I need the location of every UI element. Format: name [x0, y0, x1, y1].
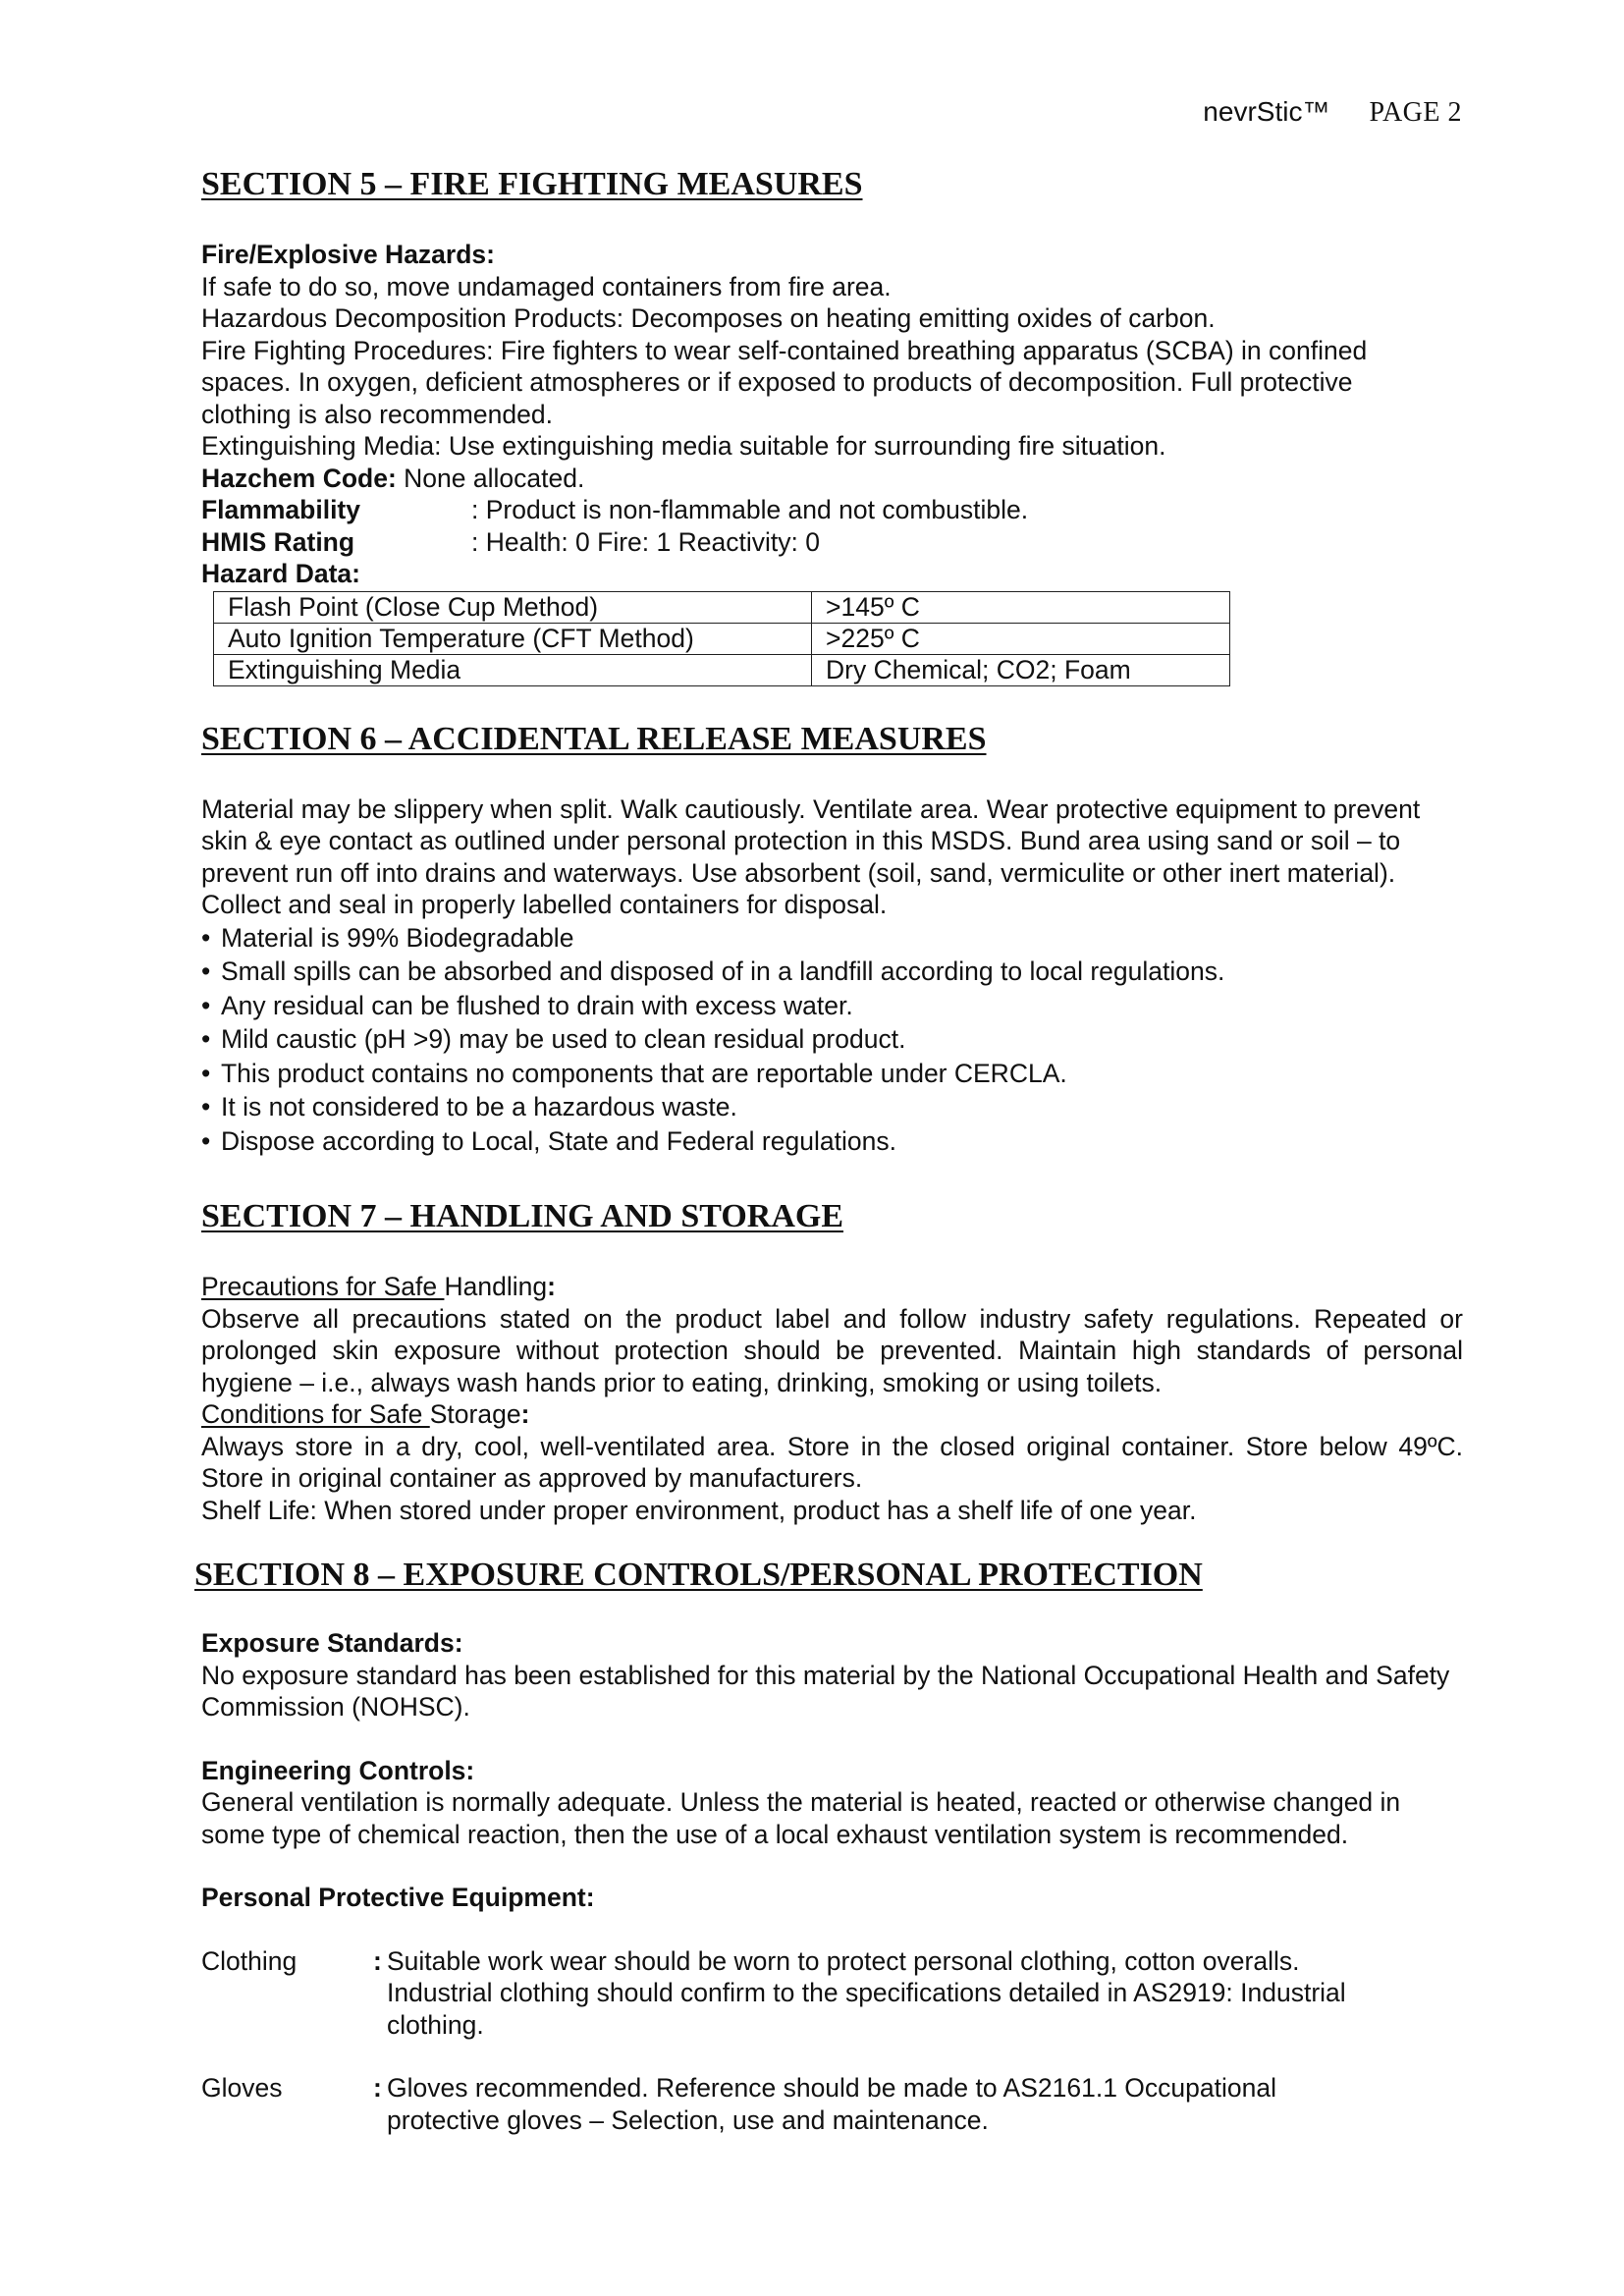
bullet-icon: •	[201, 922, 211, 953]
product-name: nevrStic™	[1203, 96, 1330, 127]
table-cell: Flash Point (Close Cup Method)	[214, 591, 812, 623]
table-row	[214, 591, 1230, 623]
page-number: PAGE 2	[1369, 97, 1462, 128]
clothing-text: Suitable work wear should be worn to protect personal clothing, cotton overalls. Industrial clothing should confirm to the specifications detailed in AS2919: Industrial clothing.	[387, 1945, 1346, 2040]
ppe-clothing-row	[201, 1945, 1463, 2042]
exposure-standards-text: No exposure standard has been established for this material by the National Occupational Health and Safety Commission (NOHSC).	[201, 1660, 1450, 1722]
hazchem-line	[201, 463, 1463, 495]
handling-colon: :	[547, 1272, 556, 1301]
flammability-label: Flammability	[201, 495, 360, 524]
flammability-row	[201, 494, 1463, 526]
list-item-text: Small spills can be absorbed and disposed of in a landfill according to local regulations.	[221, 957, 1225, 986]
list-item	[201, 1057, 1463, 1091]
list-item-text: Any residual can be flushed to drain with excess water.	[221, 990, 853, 1020]
bullet-icon: •	[201, 990, 211, 1020]
table-row	[214, 623, 1230, 654]
handling-text: Observe all precautions stated on the product label and follow industry safety regulations. Repeated or prolonged skin exposure without protection should be prevented. Maintain high standards of personal hygiene – i.e., always wash hands prior to eating, drinking, smoking or using toilets.	[201, 1303, 1463, 1397]
hazard-data-label: Hazard Data:	[201, 559, 360, 588]
table-cell: Dry Chemical; CO2; Foam	[812, 654, 1230, 685]
engineering-controls-text: General ventilation is normally adequate. Unless the material is heated, reacted or otherwise changed in some type of chemical reaction, then the use of a local exhaust ventilation system is recommended.	[201, 1787, 1401, 1849]
storage-heading-underlined: Conditions for Safe	[201, 1399, 430, 1429]
list-item-text: Material is 99% Biodegradable	[221, 922, 574, 953]
hazard-data-table	[213, 591, 1230, 686]
section-5-title: SECTION 5 – FIRE FIGHTING MEASURES	[201, 166, 863, 202]
bullet-icon: •	[201, 1024, 211, 1054]
s5-line-3: Fire Fighting Procedures: Fire fighters to wear self-contained breathing apparatus (SCBA) in confined spaces. In oxygen, deficient atmospheres or if exposed to products of decomposition. Full protective clothing is also recommended.	[201, 335, 1368, 429]
section-8-title: SECTION 8 – EXPOSURE CONTROLS/PERSONAL PROTECTION	[194, 1557, 1203, 1593]
bullet-icon: •	[201, 1092, 211, 1121]
list-item	[201, 1090, 1463, 1124]
list-item	[201, 921, 1463, 956]
storage-heading-rest: Storage	[429, 1399, 521, 1429]
s5-line-1: If safe to do so, move undamaged containers from fire area.	[201, 271, 892, 301]
hazchem-label: Hazchem Code:	[201, 463, 397, 493]
shelf-life-text: Shelf Life: When stored under proper environment, product has a shelf life of one year.	[201, 1495, 1197, 1525]
handling-heading-rest: Handling	[444, 1272, 548, 1301]
storage-text: Always store in a dry, cool, well-ventilated area. Store in the closed original container. Store below 49ºC. Store in original container as approved by manufacturers.	[201, 1431, 1463, 1493]
handling-heading	[201, 1271, 1463, 1303]
table-cell: >145º C	[812, 591, 1230, 623]
ppe-label: Personal Protective Equipment:	[201, 1883, 595, 1912]
list-item	[201, 955, 1463, 989]
hazchem-value: None allocated.	[396, 463, 585, 493]
gloves-text: Gloves recommended. Reference should be made to AS2161.1 Occupational protective gloves – Selection, use and maintenance.	[387, 2073, 1276, 2135]
section-7-title: SECTION 7 – HANDLING AND STORAGE	[201, 1198, 844, 1234]
hmis-label: HMIS Rating	[201, 526, 355, 557]
flammability-value: : Product is non-flammable and not combustible.	[471, 495, 1029, 524]
bullet-icon: •	[201, 1058, 211, 1088]
bullet-icon: •	[201, 1125, 211, 1156]
list-item	[201, 1124, 1463, 1159]
handling-heading-underlined: Precautions for Safe	[201, 1272, 445, 1301]
clothing-label: Clothing	[201, 1945, 298, 1976]
table-row	[214, 654, 1230, 685]
list-item-text: This product contains no components that are reportable under CERCLA.	[221, 1058, 1067, 1088]
s5-line-2: Hazardous Decomposition Products: Decomposes on heating emitting oxides of carbon.	[201, 303, 1216, 333]
clothing-separator: :	[373, 1945, 382, 1976]
document-body	[194, 165, 1463, 2136]
list-item	[201, 1022, 1463, 1057]
s5-line-4: Extinguishing Media: Use extinguishing media suitable for surrounding fire situation.	[201, 431, 1166, 461]
list-item-text: It is not considered to be a hazardous waste.	[221, 1092, 737, 1121]
engineering-controls-label: Engineering Controls:	[201, 1755, 475, 1785]
s6-paragraph: Material may be slippery when split. Walk cautiously. Ventilate area. Wear protective equipment to prevent skin & eye contact as outlined under personal protection in this MSDS. Bund area using sand or soil – to prevent run off into drains and waterways. Use absorbent (soil, sand, vermiculite or other inert material). Collect and seal in properly labelled containers for disposal.	[201, 793, 1421, 919]
bullet-icon: •	[201, 957, 211, 986]
list-item-text: Dispose according to Local, State and Federal regulations.	[221, 1125, 896, 1156]
storage-colon: :	[520, 1399, 530, 1429]
list-item-text: Mild caustic (pH >9) may be used to clean residual product.	[221, 1024, 906, 1054]
ppe-gloves-row	[201, 2072, 1463, 2136]
gloves-label: Gloves	[201, 2073, 283, 2103]
gloves-separator: :	[373, 2073, 382, 2103]
exposure-standards-label: Exposure Standards:	[201, 1628, 463, 1658]
hmis-row	[201, 526, 1463, 559]
table-cell: >225º C	[812, 623, 1230, 654]
storage-heading	[201, 1398, 1463, 1431]
page-header	[1203, 96, 1462, 129]
table-cell: Auto Ignition Temperature (CFT Method)	[214, 623, 812, 654]
list-item	[201, 989, 1463, 1023]
hmis-value: : Health: 0 Fire: 1 Reactivity: 0	[471, 526, 820, 557]
fire-hazards-label: Fire/Explosive Hazards:	[201, 240, 495, 269]
section-6-title: SECTION 6 – ACCIDENTAL RELEASE MEASURES	[201, 720, 987, 757]
table-cell: Extinguishing Media	[214, 654, 812, 685]
s6-bullet-list	[201, 921, 1463, 1159]
